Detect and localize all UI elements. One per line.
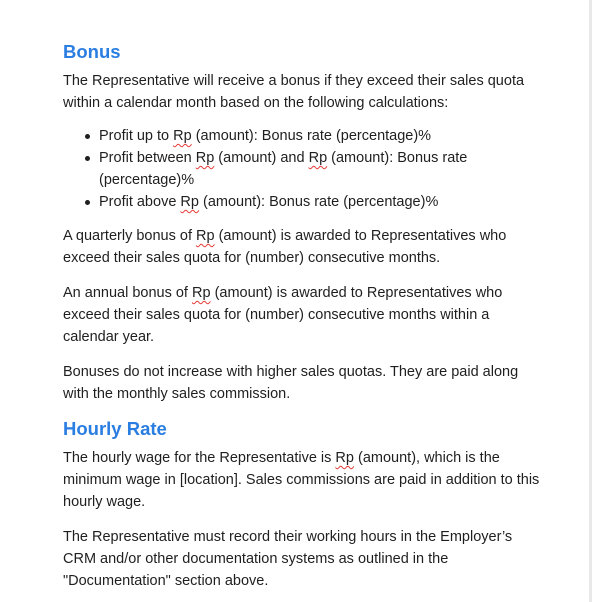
bullet-text: Profit between xyxy=(99,150,196,166)
quarterly-bonus-paragraph xyxy=(63,225,543,269)
hourly-wage-paragraph xyxy=(63,447,543,513)
document-body xyxy=(63,40,543,592)
currency-word: Rp xyxy=(195,150,215,166)
bonus-rate-item xyxy=(99,147,543,191)
bonus-rate-item xyxy=(99,191,543,213)
bullet-text: Profit above xyxy=(99,194,181,210)
paragraph-text: The hourly wage for the Representative is xyxy=(63,450,336,466)
bullet-text: (amount): Bonus rate (percentage)% xyxy=(99,150,468,188)
bullet-text: (amount) and xyxy=(214,150,309,166)
bonus-heading: Bonus xyxy=(63,41,121,62)
bullet-text: (amount): Bonus rate (percentage)% xyxy=(198,194,439,210)
paragraph-text: (amount), which is the minimum wage in [location]. Sales commissions are paid in addition to this hourly wage. xyxy=(63,450,540,510)
bullet-text: Profit up to xyxy=(99,128,174,144)
bonus-rate-list xyxy=(63,125,543,213)
annual-bonus-paragraph xyxy=(63,282,543,348)
hours-recording-paragraph: The Representative must record their working hours in the Employer’s CRM and/or other documentation systems as outlined in the "Documentation" section above. xyxy=(63,529,513,589)
paragraph-text: A quarterly bonus of xyxy=(63,228,196,244)
currency-word: Rp xyxy=(173,128,192,144)
bonus-note-paragraph: Bonuses do not increase with higher sales quotas. They are paid along with the monthly sales commission. xyxy=(63,364,519,402)
paragraph-text: (amount) is awarded to Representatives who exceed their sales quota for (number) consecutive months within a calendar year. xyxy=(63,285,503,345)
bullet-text: (amount): Bonus rate (percentage)% xyxy=(191,128,432,144)
bonus-intro-paragraph: The Representative will receive a bonus if they exceed their sales quota within a calendar month based on the following calculations: xyxy=(63,73,525,111)
paragraph-text: An annual bonus of xyxy=(63,285,192,301)
paragraph-text: (amount) is awarded to Representatives who exceed their sales quota for (number) consecutive months. xyxy=(63,228,507,266)
currency-word: Rp xyxy=(192,285,211,301)
hourly-rate-heading: Hourly Rate xyxy=(63,418,167,439)
currency-word: Rp xyxy=(180,194,199,210)
currency-word: Rp xyxy=(335,450,354,466)
currency-word: Rp xyxy=(308,150,328,166)
currency-word: Rp xyxy=(196,228,215,244)
bonus-rate-item xyxy=(99,125,543,147)
